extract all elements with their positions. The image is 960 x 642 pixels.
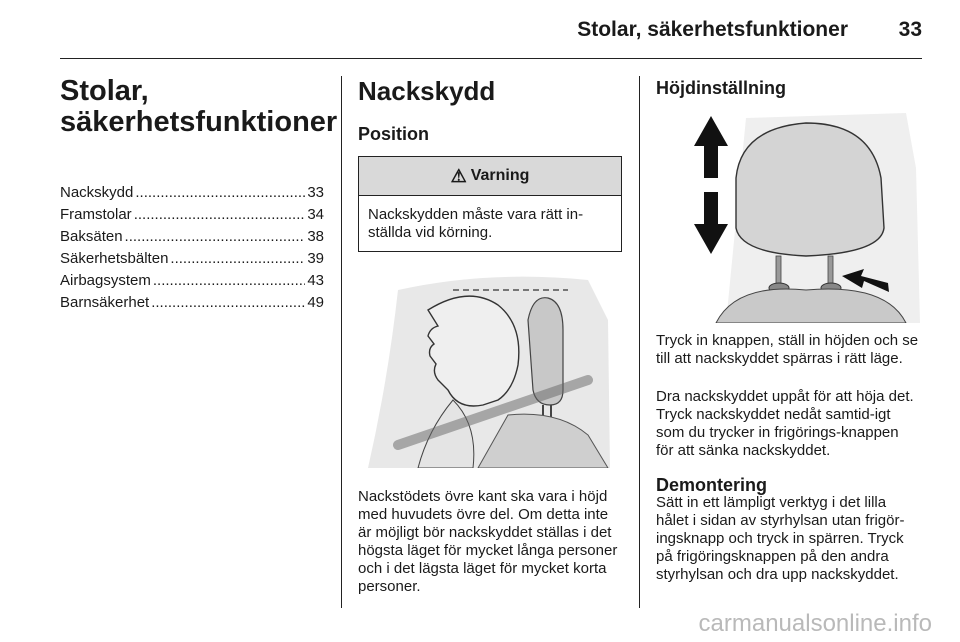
removal-text: Sätt in ett lämpligt verktyg i det lilla hålet i sidan av styrhylsan utan frigör-ingsknapp och tryck in spärren. Tryck på frigöringsknappen på den andra styrhylsan och dra upp nackskyddet. [656, 494, 905, 583]
toc-leader-dots [125, 226, 306, 248]
header-rule [60, 58, 922, 59]
toc-entry[interactable] [60, 270, 324, 292]
toc-leader-dots [153, 270, 305, 292]
toc-entry[interactable] [60, 204, 324, 226]
toc-column [60, 75, 338, 314]
toc-leader-dots [170, 248, 305, 270]
toc-entry-page: 34 [307, 206, 324, 223]
right-column [656, 76, 920, 583]
position-text: Nackstödets övre kant ska vara i höjd med huvudets övre del. Om detta inte är möjligt bör nackskyddet ställas i det högsta läget för mycket långa personer och i det lägsta läget för mycket korta personer. [358, 488, 618, 595]
toc-entry[interactable] [60, 182, 324, 204]
toc-leader-dots [134, 204, 306, 226]
warning-header [359, 157, 621, 196]
headrest-position-illustration [358, 260, 622, 468]
toc-entry-label: Baksäten [60, 228, 123, 245]
toc-entry-label: Säkerhetsbälten [60, 250, 169, 267]
height-adjustment-heading: Höjdinställning [656, 78, 786, 98]
toc-entry-page: 43 [307, 272, 324, 289]
toc-entry-label: Nackskydd [60, 184, 134, 201]
warning-box [358, 156, 622, 252]
running-header-title: Stolar, säkerhetsfunktioner [577, 18, 848, 41]
toc-list [60, 182, 324, 314]
height-text-1: Tryck in knappen, ställ in höjden och se till att nackskyddet spärras i rätt läge. [656, 332, 919, 367]
toc-leader-dots [151, 292, 305, 314]
position-heading: Position [358, 124, 429, 144]
watermark: carmanualsonline.info [698, 610, 932, 637]
toc-entry-page: 49 [307, 294, 324, 311]
column-divider-left [341, 76, 342, 608]
toc-entry[interactable] [60, 292, 324, 314]
headrest-height-illustration [656, 108, 920, 323]
section-title: Nackskydd [358, 76, 496, 106]
page-number: 33 [898, 18, 922, 41]
removal-heading: Demontering [656, 475, 768, 495]
middle-column [358, 76, 622, 595]
toc-entry-page: 33 [307, 184, 324, 201]
column-divider-right [639, 76, 640, 608]
chapter-title: Stolar, säkerhetsfunktioner [60, 75, 338, 138]
toc-entry[interactable] [60, 226, 324, 248]
toc-entry-label: Barnsäkerhet [60, 294, 150, 311]
warning-text: Nackskydden måste vara rätt in-ställda vid körning. [368, 206, 584, 241]
warning-heading: Varning [470, 167, 530, 184]
toc-entry-label: Framstolar [60, 206, 132, 223]
toc-entry-label: Airbagsystem [60, 272, 151, 289]
height-text-2: Dra nackskyddet uppåt för att höja det. Tryck nackskyddet nedåt samtid-igt som du trycker in frigörings-knappen för att sänka nackskyddet. [656, 388, 914, 459]
toc-entry[interactable] [60, 248, 324, 270]
toc-entry-page: 39 [307, 250, 324, 267]
toc-entry-page: 38 [307, 228, 324, 245]
warning-triangle-icon: ⚠ [450, 165, 467, 186]
toc-leader-dots [135, 182, 305, 204]
